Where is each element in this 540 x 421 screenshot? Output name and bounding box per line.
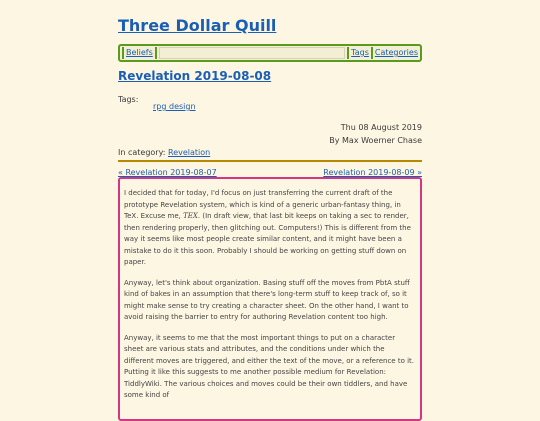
paragraph-text: . (In draft view, that last bit keeps on taking a sec to render, then rendering properly, then glitching out. Computers!) This is different from the way it seems like most people create similar content, and it might have been a mistake to do it this soon. Probably I should be working on getting stuff down on paper. — [124, 212, 411, 266]
post-category — [118, 148, 210, 157]
tag-link-rpg-design[interactable]: rpg design — [153, 102, 196, 111]
divider — [118, 160, 422, 162]
post-author: By Max Woerner Chase — [329, 136, 422, 145]
paragraph-text: I decided that for today, I'd focus on just transferring the current draft of the prototype Revelation system, which is kind of a generic urban-fantasy thing, in TeX. Excuse me, — [124, 189, 401, 220]
nav-link-beliefs[interactable]: Beliefs — [126, 48, 153, 57]
tex-logo: TEX — [183, 212, 198, 220]
nav-link-tags[interactable]: Tags — [351, 48, 369, 57]
site-title[interactable]: Three Dollar Quill — [118, 16, 277, 35]
paragraph: Anyway, let's think about organization. Basing stuff off the moves from PbtA stuff kind of bakes in an assumption that there's long-term stuff to keep track of, so it might make sense to try creating a character sheet. On the other hand, I want to avoid raising the barrier to entry for authoring Revelation content too high. — [124, 278, 410, 321]
paragraph: Anyway, it seems to me that the most important things to put on a character sheet are various stats and attributes, and the conditions under which the different moves are triggered, and either the text of the move, or a reference to it. Putting it like this suggests to me another possible medium for Revelation: TiddlyWiki. The various choices and moves could be their own tiddlers, and have some kind of — [124, 333, 415, 399]
navbar — [118, 44, 422, 62]
tags-label: Tags: — [118, 95, 139, 104]
nav-separator — [155, 47, 157, 59]
search-input[interactable] — [159, 47, 345, 59]
next-post-link[interactable]: Revelation 2019-08-09 » — [323, 168, 422, 177]
nav-link-categories[interactable]: Categories — [374, 48, 418, 57]
post-date: Thu 08 August 2019 — [340, 123, 422, 132]
paragraph — [124, 188, 416, 269]
category-label: In category: — [118, 148, 166, 157]
post-title[interactable]: Revelation 2019-08-08 — [118, 69, 272, 83]
category-link[interactable]: Revelation — [168, 148, 211, 157]
prev-post-link[interactable]: « Revelation 2019-08-07 — [118, 168, 217, 177]
post-content — [118, 177, 422, 421]
